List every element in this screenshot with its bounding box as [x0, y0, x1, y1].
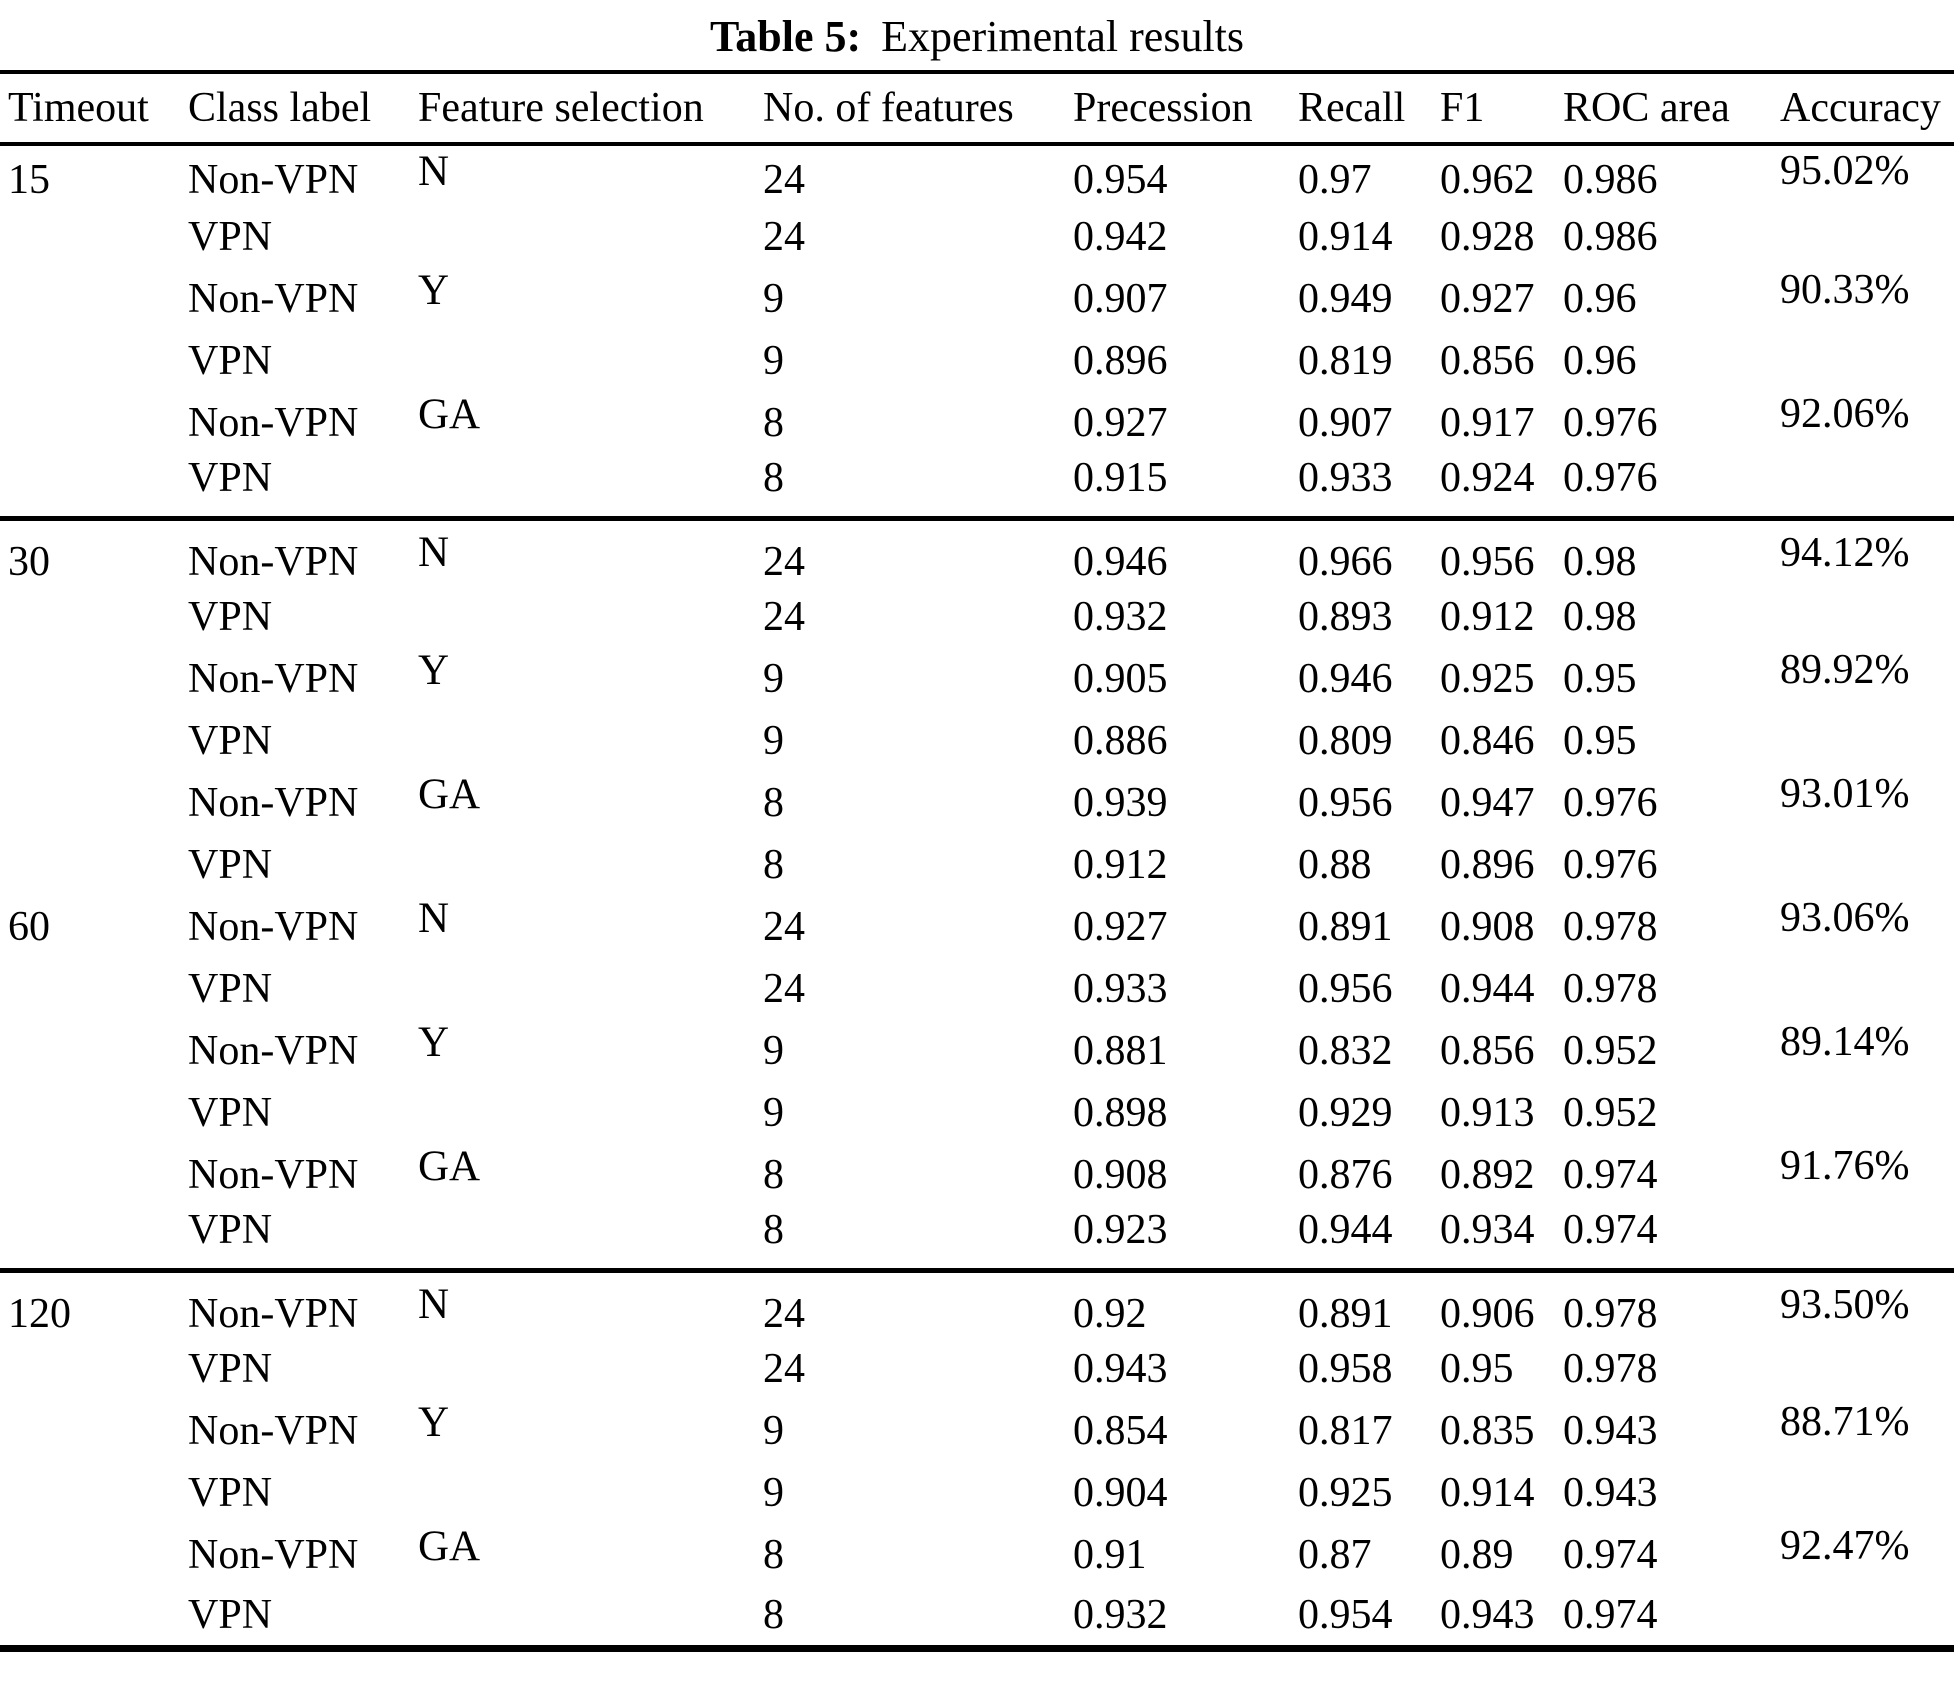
roc-area-cell: 0.974	[1563, 1532, 1658, 1578]
roc-area-cell: 0.98	[1563, 594, 1637, 640]
table-row	[0, 1206, 1954, 1271]
roc-area-cell: 0.986	[1563, 214, 1658, 260]
class-label-cell: VPN	[188, 966, 273, 1012]
feature-selection-cell	[412, 206, 757, 268]
roc-area-cell: 0.952	[1563, 1090, 1658, 1136]
num-features-cell: 24	[763, 1346, 805, 1392]
column-header-feature-selection: Feature selection	[412, 72, 757, 144]
f1-cell: 0.956	[1440, 538, 1535, 585]
recall-cell: 0.97	[1298, 157, 1372, 203]
timeout-cell	[0, 1586, 182, 1648]
f1-cell: 0.856	[1440, 1028, 1535, 1074]
f1-cell: 0.962	[1440, 157, 1535, 203]
table-row	[0, 392, 1954, 454]
f1-cell: 0.896	[1440, 842, 1535, 888]
feature-selection-cell: N	[418, 894, 450, 942]
accuracy-cell: 95.02%	[1780, 148, 1910, 194]
roc-area-cell: 0.95	[1563, 718, 1637, 764]
timeout-cell: 30	[8, 538, 50, 585]
recall-cell: 0.944	[1292, 1206, 1434, 1271]
roc-area-cell: 0.974	[1557, 1206, 1774, 1271]
class-label-cell: VPN	[188, 594, 273, 640]
f1-cell: 0.934	[1434, 1206, 1557, 1271]
roc-area-cell: 0.943	[1563, 1470, 1658, 1516]
timeout-cell	[0, 772, 182, 834]
precession-cell: 0.939	[1073, 780, 1168, 826]
precession-cell: 0.907	[1073, 276, 1168, 322]
precession-cell: 0.915	[1067, 454, 1292, 519]
timeout-cell	[0, 268, 182, 330]
precession-cell: 0.898	[1073, 1090, 1168, 1136]
accuracy-cell	[1774, 454, 1954, 519]
column-header-roc-area: ROC area	[1557, 72, 1774, 144]
num-features-cell: 8	[757, 454, 1067, 519]
num-features-cell: 24	[763, 966, 805, 1012]
num-features-cell: 8	[763, 1592, 784, 1639]
class-label-cell: VPN	[188, 338, 273, 384]
class-label-cell: Non-VPN	[188, 1290, 359, 1337]
f1-cell: 0.95	[1440, 1346, 1514, 1392]
table-row	[0, 1524, 1954, 1586]
f1-cell: 0.944	[1440, 966, 1535, 1012]
table-row	[0, 1400, 1954, 1462]
feature-selection-cell	[412, 958, 757, 1020]
roc-area-cell: 0.976	[1563, 842, 1658, 888]
recall-cell: 0.914	[1298, 214, 1393, 260]
feature-selection-cell: Y	[418, 1018, 450, 1066]
accuracy-cell: 91.76%	[1780, 1143, 1910, 1189]
num-features-cell: 24	[763, 157, 805, 203]
num-features-cell: 9	[763, 1470, 784, 1516]
timeout-cell: 120	[8, 1290, 71, 1337]
roc-area-cell: 0.976	[1563, 400, 1658, 446]
precession-cell: 0.942	[1073, 214, 1168, 260]
timeout-cell	[0, 1082, 182, 1144]
feature-selection-cell: Y	[418, 1398, 450, 1446]
recall-cell: 0.891	[1298, 1290, 1393, 1337]
recall-cell: 0.949	[1298, 276, 1393, 322]
table-row	[0, 144, 1954, 206]
num-features-cell: 24	[763, 1290, 805, 1337]
num-features-cell: 8	[763, 842, 784, 888]
table-body	[0, 144, 1954, 1648]
column-header-timeout: Timeout	[0, 72, 182, 144]
recall-cell: 0.876	[1298, 1152, 1393, 1198]
roc-area-cell: 0.978	[1563, 904, 1658, 950]
roc-area-cell: 0.95	[1563, 656, 1637, 702]
num-features-cell: 8	[763, 400, 784, 446]
accuracy-cell	[1774, 1206, 1954, 1271]
roc-area-cell: 0.976	[1557, 454, 1774, 519]
table-header	[0, 72, 1954, 144]
table-row	[0, 454, 1954, 519]
accuracy-cell	[1774, 1082, 1954, 1144]
f1-cell: 0.906	[1440, 1290, 1535, 1337]
table-row	[0, 1462, 1954, 1524]
timeout-cell	[0, 1524, 182, 1586]
roc-area-cell: 0.978	[1563, 1290, 1658, 1337]
precession-cell: 0.908	[1073, 1152, 1168, 1198]
class-label-cell: Non-VPN	[188, 538, 359, 585]
num-features-cell: 9	[763, 276, 784, 322]
recall-cell: 0.958	[1298, 1346, 1393, 1392]
f1-cell: 0.89	[1440, 1532, 1514, 1578]
num-features-cell: 8	[763, 780, 784, 826]
roc-area-cell: 0.96	[1563, 276, 1637, 322]
feature-selection-cell	[412, 454, 757, 519]
precession-cell: 0.905	[1073, 656, 1168, 702]
precession-cell: 0.896	[1073, 338, 1168, 384]
accuracy-cell: 93.06%	[1780, 895, 1910, 941]
roc-area-cell: 0.96	[1563, 338, 1637, 384]
roc-area-cell: 0.952	[1563, 1028, 1658, 1074]
accuracy-cell: 92.06%	[1780, 391, 1910, 437]
f1-cell: 0.908	[1440, 904, 1535, 950]
column-header-recall: Recall	[1292, 72, 1434, 144]
class-label-cell: VPN	[188, 842, 273, 888]
precession-cell: 0.904	[1073, 1470, 1168, 1516]
num-features-cell: 9	[763, 338, 784, 384]
class-label-cell: VPN	[188, 718, 273, 764]
f1-cell: 0.914	[1440, 1470, 1535, 1516]
recall-cell: 0.87	[1298, 1532, 1372, 1578]
precession-cell: 0.933	[1073, 966, 1168, 1012]
accuracy-cell	[1774, 958, 1954, 1020]
timeout-cell	[0, 330, 182, 392]
recall-cell: 0.946	[1298, 656, 1393, 702]
timeout-cell	[0, 710, 182, 772]
precession-cell: 0.943	[1073, 1346, 1168, 1392]
class-label-cell: VPN	[188, 1592, 273, 1639]
precession-cell: 0.912	[1073, 842, 1168, 888]
roc-area-cell: 0.978	[1563, 1346, 1658, 1392]
f1-cell: 0.927	[1440, 276, 1535, 322]
column-header-precession: Precession	[1067, 72, 1292, 144]
f1-cell: 0.943	[1440, 1592, 1535, 1639]
accuracy-cell: 93.01%	[1780, 771, 1910, 817]
f1-cell: 0.913	[1440, 1090, 1535, 1136]
table-caption-label: Table 5:	[709, 11, 862, 61]
precession-cell: 0.932	[1073, 594, 1168, 640]
num-features-cell: 24	[763, 214, 805, 260]
table-row	[0, 268, 1954, 330]
class-label-cell: Non-VPN	[188, 1028, 359, 1074]
table-row	[0, 1271, 1954, 1339]
roc-area-cell: 0.974	[1563, 1152, 1658, 1198]
f1-cell: 0.835	[1440, 1408, 1535, 1454]
num-features-cell: 24	[763, 594, 805, 640]
feature-selection-cell: N	[418, 1281, 450, 1328]
f1-cell: 0.892	[1440, 1152, 1535, 1198]
timeout-cell	[0, 454, 182, 519]
f1-cell: 0.846	[1440, 718, 1535, 764]
accuracy-cell: 93.50%	[1780, 1281, 1910, 1328]
recall-cell: 0.933	[1292, 454, 1434, 519]
timeout-cell	[0, 206, 182, 268]
table-row	[0, 1338, 1954, 1400]
feature-selection-cell: GA	[418, 390, 481, 438]
accuracy-cell	[1774, 206, 1954, 268]
roc-area-cell: 0.978	[1563, 966, 1658, 1012]
precession-cell: 0.927	[1073, 904, 1168, 950]
timeout-cell	[0, 1020, 182, 1082]
num-features-cell: 9	[763, 1408, 784, 1454]
precession-cell: 0.954	[1073, 157, 1168, 203]
timeout-cell	[0, 1144, 182, 1206]
feature-selection-cell	[412, 1082, 757, 1144]
feature-selection-cell	[412, 834, 757, 896]
roc-area-cell: 0.974	[1563, 1592, 1658, 1639]
feature-selection-cell	[412, 330, 757, 392]
recall-cell: 0.956	[1298, 780, 1393, 826]
timeout-cell: 15	[8, 157, 50, 203]
feature-selection-cell: GA	[418, 770, 481, 818]
table-row	[0, 834, 1954, 896]
accuracy-cell	[1774, 330, 1954, 392]
column-header-f1: F1	[1434, 72, 1557, 144]
num-features-cell: 8	[763, 1532, 784, 1578]
precession-cell: 0.91	[1073, 1532, 1147, 1578]
recall-cell: 0.925	[1298, 1470, 1393, 1516]
timeout-cell	[0, 392, 182, 454]
class-label-cell: VPN	[188, 1470, 273, 1516]
recall-cell: 0.817	[1298, 1408, 1393, 1454]
f1-cell: 0.924	[1434, 454, 1557, 519]
column-header-accuracy: Accuracy	[1774, 72, 1954, 144]
recall-cell: 0.819	[1298, 338, 1393, 384]
column-header-class-label: Class label	[182, 72, 412, 144]
recall-cell: 0.88	[1298, 842, 1372, 888]
results-table	[0, 70, 1954, 1652]
roc-area-cell: 0.976	[1563, 780, 1658, 826]
accuracy-cell: 88.71%	[1780, 1399, 1910, 1445]
roc-area-cell: 0.986	[1563, 157, 1658, 203]
feature-selection-cell	[412, 1338, 757, 1400]
precession-cell: 0.854	[1073, 1408, 1168, 1454]
num-features-cell: 9	[763, 656, 784, 702]
table-row	[0, 586, 1954, 648]
class-label-cell: Non-VPN	[188, 656, 359, 702]
table-row	[0, 206, 1954, 268]
accuracy-cell: 90.33%	[1780, 267, 1910, 313]
precession-cell: 0.92	[1073, 1290, 1147, 1337]
num-features-cell: 8	[757, 1206, 1067, 1271]
precession-cell: 0.886	[1073, 718, 1168, 764]
num-features-cell: 8	[763, 1152, 784, 1198]
table-row	[0, 958, 1954, 1020]
table-row	[0, 519, 1954, 587]
recall-cell: 0.809	[1298, 718, 1393, 764]
feature-selection-cell: N	[418, 529, 450, 576]
table-caption-text: Experimental results	[881, 11, 1245, 61]
table-row	[0, 330, 1954, 392]
f1-cell: 0.947	[1440, 780, 1535, 826]
timeout-cell	[0, 834, 182, 896]
header-row	[0, 72, 1954, 144]
class-label-cell: VPN	[188, 214, 273, 260]
class-label-cell: Non-VPN	[188, 1532, 359, 1578]
recall-cell: 0.966	[1298, 538, 1393, 585]
table-row	[0, 710, 1954, 772]
class-label-cell: Non-VPN	[188, 400, 359, 446]
class-label-cell: VPN	[188, 1346, 273, 1392]
timeout-cell	[0, 1338, 182, 1400]
accuracy-cell	[1774, 1586, 1954, 1648]
num-features-cell: 24	[763, 904, 805, 950]
table-row	[0, 896, 1954, 958]
f1-cell: 0.856	[1440, 338, 1535, 384]
timeout-cell	[0, 1206, 182, 1271]
table-row	[0, 648, 1954, 710]
precession-cell: 0.946	[1073, 538, 1168, 585]
class-label-cell: VPN	[188, 1090, 273, 1136]
recall-cell: 0.907	[1298, 400, 1393, 446]
roc-area-cell: 0.98	[1563, 538, 1637, 585]
feature-selection-cell: Y	[418, 266, 450, 314]
timeout-cell	[0, 1400, 182, 1462]
feature-selection-cell	[412, 710, 757, 772]
accuracy-cell: 89.14%	[1780, 1019, 1910, 1065]
precession-cell: 0.923	[1067, 1206, 1292, 1271]
table-row	[0, 1082, 1954, 1144]
table-row	[0, 1586, 1954, 1648]
recall-cell: 0.954	[1298, 1592, 1393, 1639]
feature-selection-cell: N	[418, 147, 450, 195]
class-label-cell: VPN	[182, 454, 412, 519]
feature-selection-cell	[412, 586, 757, 648]
accuracy-cell: 89.92%	[1780, 647, 1910, 693]
accuracy-cell	[1774, 1338, 1954, 1400]
recall-cell: 0.891	[1298, 904, 1393, 950]
class-label-cell: VPN	[182, 1206, 412, 1271]
roc-area-cell: 0.943	[1563, 1408, 1658, 1454]
accuracy-cell	[1774, 710, 1954, 772]
f1-cell: 0.928	[1440, 214, 1535, 260]
recall-cell: 0.893	[1298, 594, 1393, 640]
class-label-cell: Non-VPN	[188, 780, 359, 826]
timeout-cell	[0, 958, 182, 1020]
precession-cell: 0.881	[1073, 1028, 1168, 1074]
table-row	[0, 772, 1954, 834]
class-label-cell: Non-VPN	[188, 276, 359, 322]
class-label-cell: Non-VPN	[188, 1152, 359, 1198]
accuracy-cell	[1774, 586, 1954, 648]
class-label-cell: Non-VPN	[188, 1408, 359, 1454]
f1-cell: 0.925	[1440, 656, 1535, 702]
column-header-no-of-features: No. of features	[757, 72, 1067, 144]
class-label-cell: Non-VPN	[188, 904, 359, 950]
accuracy-cell: 94.12%	[1780, 529, 1910, 576]
feature-selection-cell: GA	[418, 1522, 481, 1570]
table-row	[0, 1144, 1954, 1206]
feature-selection-cell	[412, 1586, 757, 1648]
num-features-cell: 9	[763, 1028, 784, 1074]
feature-selection-cell	[412, 1206, 757, 1271]
timeout-cell	[0, 1462, 182, 1524]
feature-selection-cell	[412, 1462, 757, 1524]
precession-cell: 0.932	[1073, 1592, 1168, 1639]
timeout-cell: 60	[8, 904, 50, 950]
feature-selection-cell: GA	[418, 1142, 481, 1190]
precession-cell: 0.927	[1073, 400, 1168, 446]
f1-cell: 0.917	[1440, 400, 1535, 446]
recall-cell: 0.832	[1298, 1028, 1393, 1074]
timeout-cell	[0, 648, 182, 710]
recall-cell: 0.929	[1298, 1090, 1393, 1136]
accuracy-cell: 92.47%	[1780, 1523, 1910, 1569]
accuracy-cell	[1774, 834, 1954, 896]
class-label-cell: Non-VPN	[188, 157, 359, 203]
table-row	[0, 1020, 1954, 1082]
accuracy-cell	[1774, 1462, 1954, 1524]
timeout-cell	[0, 586, 182, 648]
num-features-cell: 9	[763, 718, 784, 764]
table-caption	[0, 0, 1954, 70]
recall-cell: 0.956	[1298, 966, 1393, 1012]
f1-cell: 0.912	[1440, 594, 1535, 640]
num-features-cell: 9	[763, 1090, 784, 1136]
feature-selection-cell: Y	[418, 646, 450, 694]
num-features-cell: 24	[763, 538, 805, 585]
